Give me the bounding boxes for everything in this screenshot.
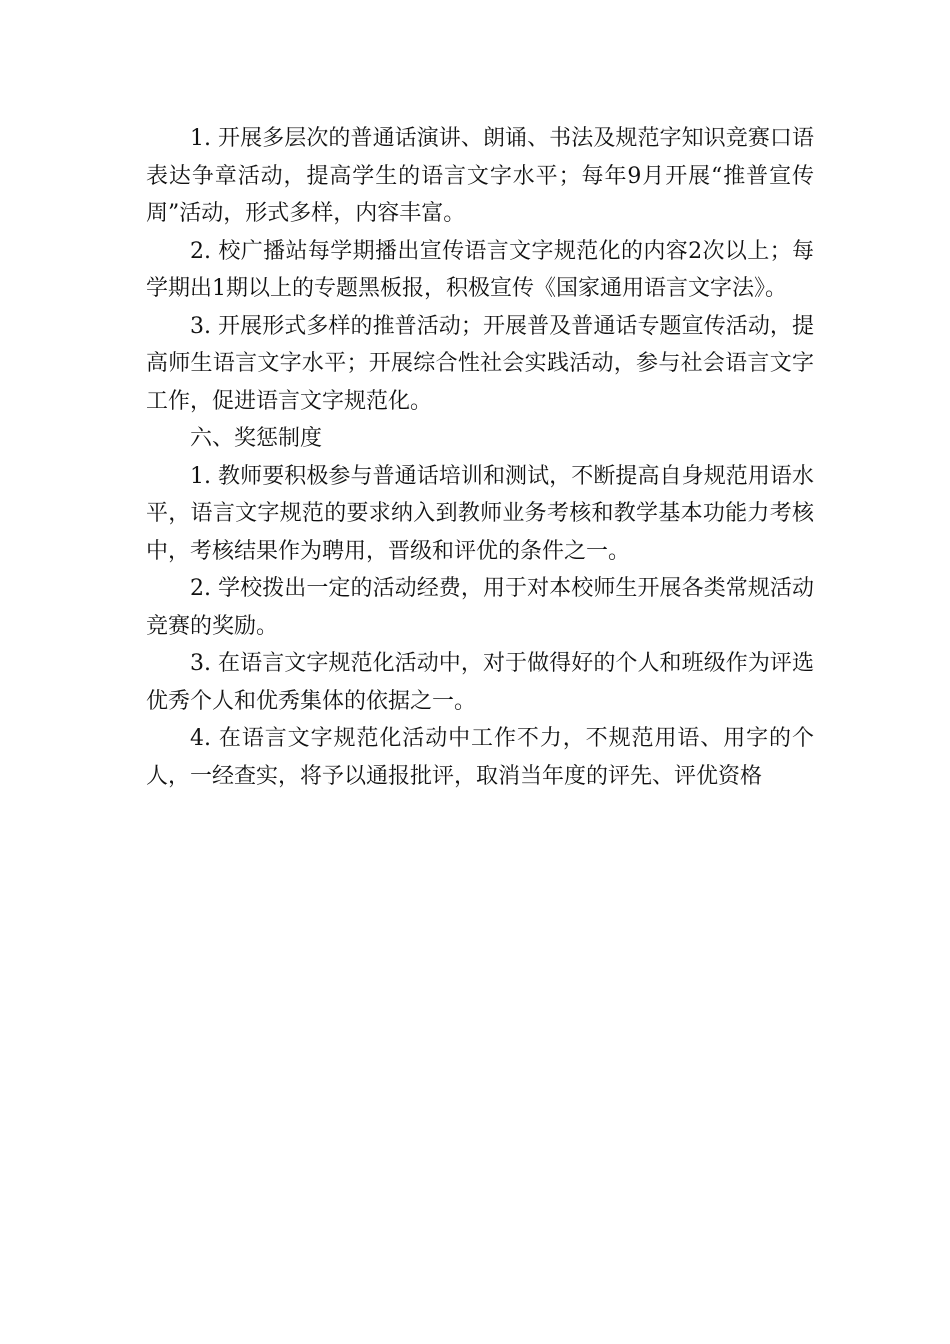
paragraph-activity-funds: 2. 学校拨出一定的活动经费，用于对本校师生开展各类常规活动竞赛的奖励。 — [146, 576, 814, 639]
paragraph-diverse-activities: 3. 开展形式多样的推普活动；开展普及普通话专题宣传活动，提高师生语言文字水平；开展综合性社会实践活动，参与社会语言文字工作，促进语言文字规范化。 — [146, 313, 814, 414]
paragraph-penalties: 4. 在语言文字规范化活动中工作不力，不规范用语、用字的个人，一经查实，将予以通报批评，取消当年度的评先、评优资格 — [146, 726, 814, 789]
paragraph-excellence-evaluation: 3. 在语言文字规范化活动中，对于做得好的个人和班级作为评选优秀个人和优秀集体的依据之一。 — [146, 651, 814, 714]
paragraph-broadcast-station: 2. 校广播站每学期播出宣传语言文字规范化的内容2次以上；每学期出1期以上的专题黑板报，积极宣传《国家通用语言文字法》。 — [146, 238, 814, 301]
document-body — [146, 120, 814, 795]
paragraph-promotion-activities: 1. 开展多层次的普通话演讲、朗诵、书法及规范字知识竞赛口语表达争章活动，提高学生的语言文字水平；每年9月开展“推普宣传周”活动，形式多样，内容丰富。 — [146, 126, 814, 226]
paragraph-teacher-training: 1. 教师要积极参与普通话培训和测试，不断提高自身规范用语水平，语言文字规范的要求纳入到教师业务考核和教学基本功能力考核中，考核结果作为聘用，晋级和评优的条件之一。 — [146, 463, 814, 564]
section-heading-rewards-penalties: 六、奖惩制度 — [190, 426, 323, 451]
